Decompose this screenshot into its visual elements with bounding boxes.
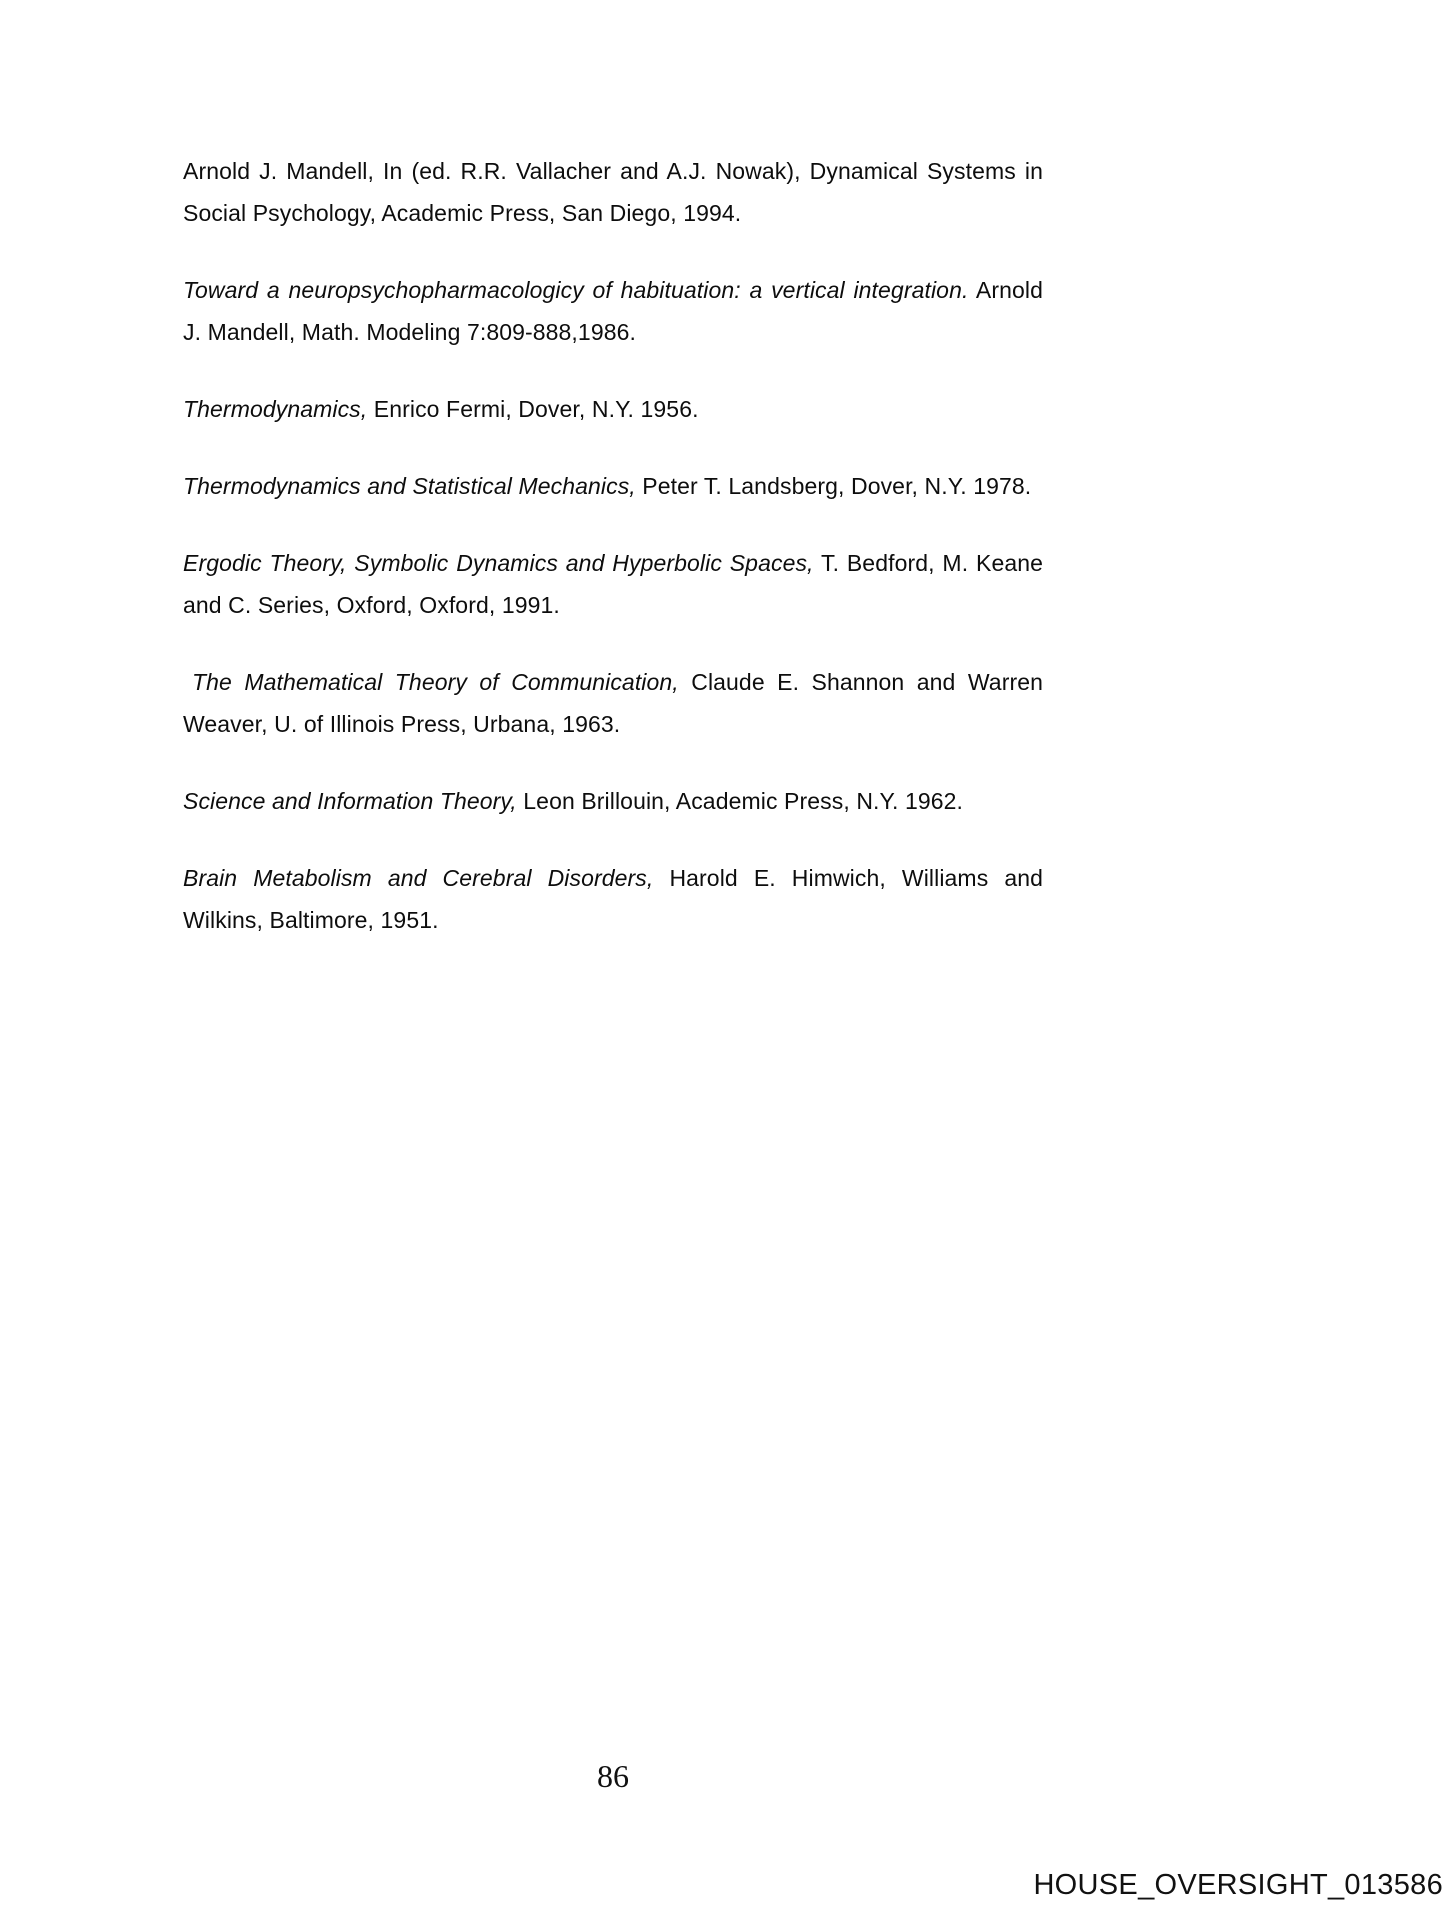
reference-title: Thermodynamics, <box>183 396 368 422</box>
reference-title: The Mathematical Theory of Communication, <box>192 669 679 695</box>
reference-entry <box>183 780 1043 822</box>
reference-title: Science and Information Theory, <box>183 788 517 814</box>
reference-entry <box>183 857 1043 941</box>
references-list <box>183 150 1043 941</box>
reference-entry <box>183 150 1043 234</box>
reference-entry <box>183 542 1043 626</box>
reference-detail: Peter T. Landsberg, Dover, N.Y. 1978. <box>635 473 1032 499</box>
reference-detail: Claude E. Shannon and Warren Weaver, U. of Illinois Press, Urbana, 1963. <box>183 669 1043 737</box>
page-number: 86 <box>597 1758 629 1794</box>
reference-entry <box>183 388 1043 430</box>
reference-detail: T. Bedford, M. Keane and C. Series, Oxford, Oxford, 1991. <box>183 550 1044 618</box>
reference-entry <box>183 269 1043 353</box>
reference-detail: Enrico Fermi, Dover, N.Y. 1956. <box>367 396 699 422</box>
reference-title: Thermodynamics and Statistical Mechanics, <box>183 473 636 499</box>
reference-title: Brain Metabolism and Cerebral Disorders, <box>183 865 654 891</box>
reference-detail: Leon Brillouin, Academic Press, N.Y. 1962. <box>516 788 964 814</box>
reference-entry <box>183 661 1043 745</box>
reference-entry <box>183 465 1043 507</box>
reference-detail: Arnold J. Mandell, Math. Modeling 7:809-888,1986. <box>183 277 1043 345</box>
reference-title: Toward a neuropsychopharmacologicy of habituation: a vertical integration. <box>183 277 969 303</box>
reference-title: Ergodic Theory, Symbolic Dynamics and Hyperbolic Spaces, <box>183 550 814 576</box>
reference-detail: Harold E. Himwich, Williams and Wilkins, Baltimore, 1951. <box>183 865 1044 933</box>
reference-detail: Arnold J. Mandell, In (ed. R.R. Vallacher and A.J. Nowak), Dynamical Systems in Social Psychology, Academic Press, San Diego, 1994. <box>183 158 1043 226</box>
bates-stamp: HOUSE_OVERSIGHT_013586 <box>1033 1869 1443 1901</box>
